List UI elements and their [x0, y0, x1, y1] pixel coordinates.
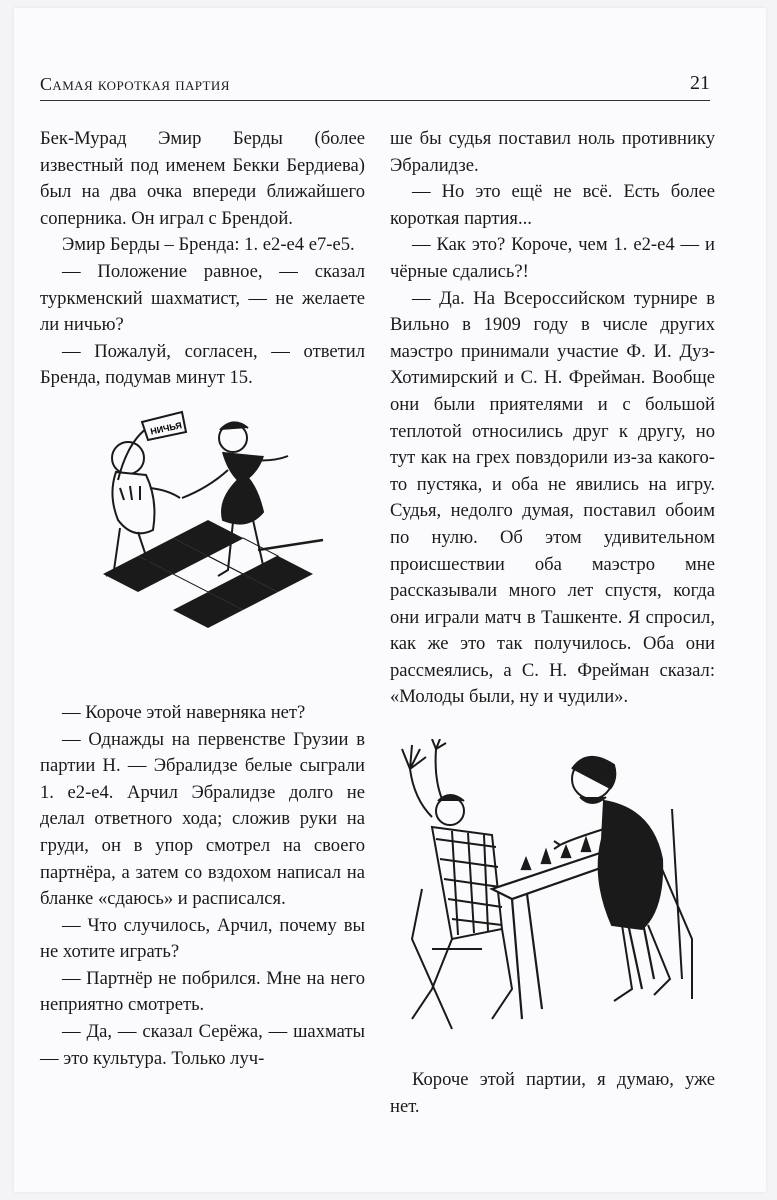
chessboard-floor: [103, 520, 313, 628]
page-number: 21: [690, 72, 710, 94]
paragraph: — Да, — сказал Серёжа, — шахматы — это культура. Только луч-: [40, 1021, 365, 1069]
paragraph: — Но это ещё не всё. Есть более короткая партия...: [390, 181, 715, 229]
paragraph: — Как это? Короче, чем 1. e2-e4 — и чёрные сдались?!: [390, 234, 715, 282]
sign-text: НИЧЬЯ: [149, 420, 183, 437]
paragraph: ше бы судья поставил ноль противнику Эбралидзе.: [390, 128, 715, 176]
paragraph: Бек-Мурад Эмир Берды (более известный под именем Бекки Бердиева) был на два очка впереди ближайшего соперника. Он играл с Брендой.: [40, 128, 365, 229]
draw-sign: [142, 412, 186, 440]
left-player: [402, 739, 512, 1029]
paragraph: — Партнёр не побрился. Мне на него неприятно смотреть.: [40, 967, 365, 1016]
right-player: [554, 757, 692, 1001]
paragraph: — Короче этой наверняка нет?: [62, 701, 306, 723]
chess-players-illustration: [392, 739, 712, 1039]
running-header: [40, 72, 710, 101]
left-column: [40, 126, 365, 1072]
right-column: [390, 126, 715, 1120]
paragraph: — Да. На Всероссийском турнире в Вильно в 1909 году в числе других маэстро принимали участие Ф. И. Дуз-Хотимирский и С. Н. Фрейман. Вообще они были приятелями и с большой теплотой относились друг к другу, но тут как на грех повздорили из-за какого-то пустяка, и оба не явились на игру. Судья, недолго думая, поставил обоим по нулю. Об этом удивительном происшествии оба маэстро мне рассказывали много лет спустя, когда они играли матч в Ташкенте. Я спросил, как же это так получилось. Оба они рассмеялись, а С. Н. Фрейман сказал: «Молоды были, ну и чудили».: [390, 287, 715, 708]
paragraph: — Пожалуй, согласен, — ответил Бренда, подумав минут 15.: [40, 340, 365, 389]
paragraph: — Положение равное, — сказал туркменский шахматист, — не желаете ли ничью?: [40, 260, 365, 336]
paragraph: Короче этой партии, я думаю, уже нет.: [390, 1069, 715, 1117]
paragraph: — Что случилось, Арчил, почему вы не хотите играть?: [40, 914, 365, 963]
handshake-illustration: [58, 400, 358, 640]
chapter-title: Самая короткая партия: [40, 74, 230, 94]
paragraph: Эмир Берды – Бренда: 1. e2-e4 e7-e5.: [62, 234, 355, 256]
paragraph: — Однажды на первенстве Грузии в партии Н. — Эбралидзе белые сыграли 1. e2-e4. Арчил Эбралидзе долго не делал ответного хода; сложив руки на груди, он в упор смотрел на своего партнёра, а затем со вздохом написал на бланке «сдаюсь» и расписался.: [40, 728, 365, 910]
